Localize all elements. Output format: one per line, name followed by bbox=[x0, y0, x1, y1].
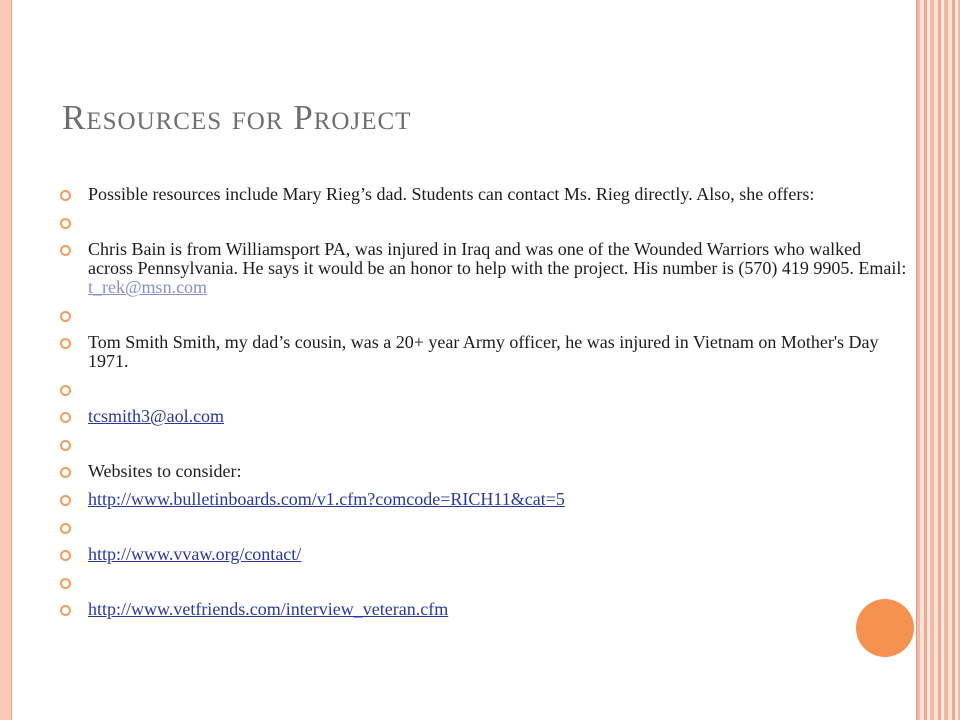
list-item bbox=[60, 380, 910, 399]
slide-right-stripes bbox=[916, 0, 960, 720]
item-text: Websites to consider: bbox=[88, 461, 242, 481]
list-item bbox=[60, 435, 910, 454]
website-link-bulletinboards[interactable]: http://www.bulletinboards.com/v1.cfm?comcode=RICH11&cat=5 bbox=[88, 489, 565, 509]
list-item bbox=[60, 306, 910, 325]
bullet-circle-icon bbox=[60, 385, 71, 396]
slide-left-border bbox=[0, 0, 12, 720]
decorative-circle-icon bbox=[856, 599, 914, 657]
bullet-circle-icon bbox=[60, 190, 71, 201]
list-item bbox=[60, 545, 910, 564]
list-item bbox=[60, 518, 910, 537]
bullet-circle-icon bbox=[60, 311, 71, 322]
item-text: Chris Bain is from Williamsport PA, was injured in Iraq and was one of the Wounded Warriors who walked across Pennsylvania. He says it would be an honor to help with the project. His number is (570) 419 9905. Email: bbox=[88, 239, 907, 278]
slide-title: Resources for Project bbox=[62, 98, 412, 137]
email-link-chris-bain[interactable]: t_rek@msn.com bbox=[88, 277, 208, 297]
list-item bbox=[60, 240, 910, 297]
website-link-vetfriends[interactable]: http://www.vetfriends.com/interview_veteran.cfm bbox=[88, 599, 449, 619]
item-text: Possible resources include Mary Rieg’s dad. Students can contact Ms. Rieg directly. Also, she offers: bbox=[88, 184, 815, 204]
list-item bbox=[60, 490, 910, 509]
bullet-circle-icon bbox=[60, 245, 71, 256]
bullet-circle-icon bbox=[60, 218, 71, 229]
bullet-circle-icon bbox=[60, 605, 71, 616]
email-link-tom-smith[interactable]: tcsmith3@aol.com bbox=[88, 406, 225, 426]
bullet-circle-icon bbox=[60, 467, 71, 478]
bullet-circle-icon bbox=[60, 440, 71, 451]
bullet-circle-icon bbox=[60, 495, 71, 506]
bullet-circle-icon bbox=[60, 550, 71, 561]
item-text: Tom Smith Smith, my dad’s cousin, was a 20+ year Army officer, he was injured in Vietnam on Mother's Day 1971. bbox=[88, 332, 879, 371]
bullet-list bbox=[60, 185, 910, 628]
website-link-vvaw[interactable]: http://www.vvaw.org/contact/ bbox=[88, 544, 302, 564]
list-item bbox=[60, 462, 910, 481]
list-item bbox=[60, 333, 910, 371]
bullet-circle-icon bbox=[60, 523, 71, 534]
list-item bbox=[60, 573, 910, 592]
list-item bbox=[60, 185, 910, 204]
list-item bbox=[60, 600, 910, 619]
bullet-circle-icon bbox=[60, 578, 71, 589]
bullet-circle-icon bbox=[60, 412, 71, 423]
list-item bbox=[60, 407, 910, 426]
list-item bbox=[60, 213, 910, 232]
bullet-circle-icon bbox=[60, 338, 71, 349]
